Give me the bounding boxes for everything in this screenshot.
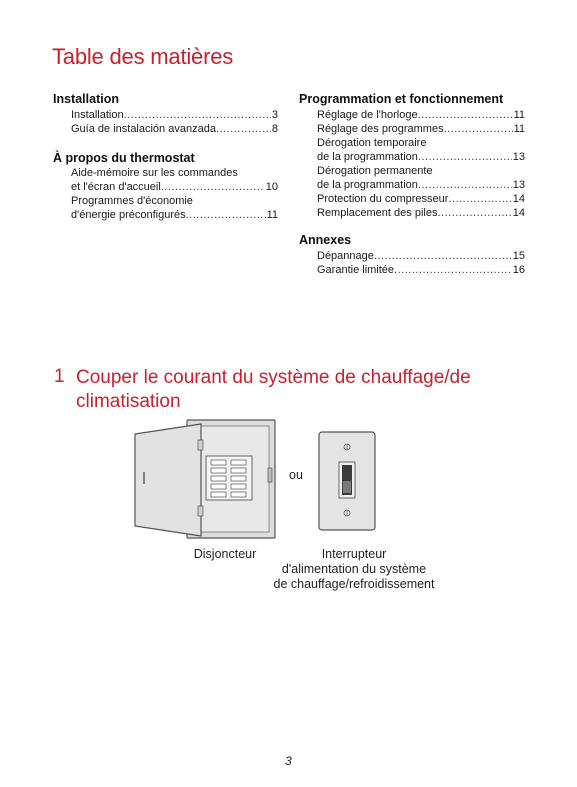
toc-heading-thermostat: À propos du thermostat: [53, 151, 195, 165]
breaker-panel-illustration: [133, 418, 279, 542]
toc-heading-installation: Installation: [53, 92, 119, 106]
switch-caption-line1: Interrupteur: [321, 547, 387, 561]
breaker-caption: Disjoncteur: [193, 547, 257, 561]
or-label: ou: [289, 468, 303, 482]
toc-heading-programmation: Programmation et fonctionnement: [299, 92, 504, 106]
toc-entry-temporaire-line1: Dérogation temporaire: [317, 137, 427, 149]
switch-caption: [254, 547, 454, 592]
toc-entry-depannage[interactable]: Dépannage ..... 15: [317, 249, 525, 263]
toc-entry-aide[interactable]: et l'écran d'accueil ..... 10: [71, 180, 278, 194]
toc-heading-annexes: Annexes: [299, 233, 352, 247]
toc-entry-guia[interactable]: Guía de instalación avanzada ..... 8: [71, 122, 278, 136]
toc-entry-aide-line1: Aide-mémoire sur les commandes: [71, 167, 238, 179]
toc-entry-permanente[interactable]: de la programmation ..... 13: [317, 178, 525, 192]
toc-entry-permanente-line1: Dérogation permanente: [317, 165, 433, 177]
switch-caption-line3: de chauffage/refroidissement: [273, 577, 435, 591]
toc-entry-programmes[interactable]: d'énergie préconfigurés ..... 11: [71, 208, 278, 222]
toc-entry-piles[interactable]: Remplacement des piles ..... 14: [317, 206, 525, 220]
toc-entry-temporaire[interactable]: de la programmation ..... 13: [317, 150, 525, 164]
toc-entry-reglage-programmes[interactable]: Réglage des programmes ..... 11: [317, 122, 525, 136]
wall-switch-illustration: [318, 431, 376, 531]
toc-title: Table des matières: [52, 44, 234, 69]
step-number: 1: [54, 366, 65, 387]
toc-entry-garantie[interactable]: Garantie limitée ..... 16: [317, 263, 525, 277]
toc-entry-horloge[interactable]: Réglage de l'horloge ..... 11: [317, 108, 525, 122]
toc-entry-compresseur[interactable]: Protection du compresseur ..... 14: [317, 192, 525, 206]
switch-caption-line2: d'alimentation du système: [281, 562, 427, 576]
toc-entry-installation[interactable]: Installation ..... 3: [71, 108, 278, 122]
page-number: 3: [285, 754, 292, 768]
step-title: Couper le courant du système de chauffage/de climatisation: [76, 367, 471, 412]
toc-entry-programmes-line1: Programmes d'économie: [71, 195, 193, 207]
